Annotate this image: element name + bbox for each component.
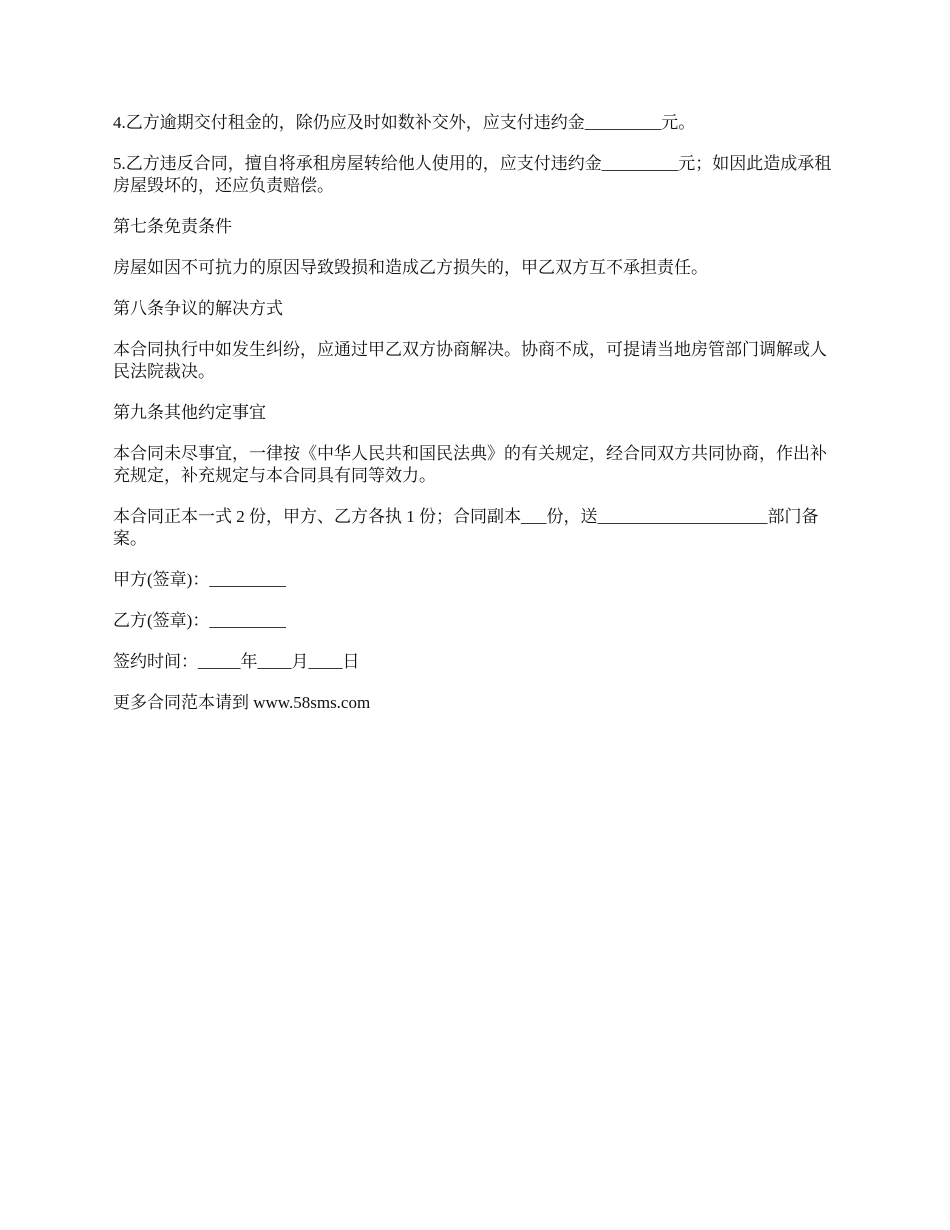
signing-date-line: 签约时间：_____年____月____日 [113,652,360,671]
footer-more-templates: 更多合同范本请到 www.58sms.com [113,693,371,712]
article-9-heading: 第九条其他约定事宜 [113,403,266,422]
article-9-text: 本合同未尽事宜，一律按《中华人民共和国民法典》的有关规定，经合同双方共同协商，作出补充规定，补充规定与本合同具有同等效力。 [113,444,827,485]
clause-sublease-penalty: 5.乙方违反合同，擅自将承租房屋转给他人使用的，应支付违约金_________元；如因此造成承租房屋毁坏的，还应负责赔偿。 [113,154,832,195]
clause-late-rent-penalty: 4.乙方逾期交付租金的，除仍应及时如数补交外，应支付违约金_________元。 [113,113,696,132]
party-a-signature-line: 甲方(签章)：_________ [113,570,286,589]
copies-clause: 本合同正本一式 2 份，甲方、乙方各执 1 份；合同副本___份，送____________________部门备案。 [113,507,819,548]
party-b-signature-line: 乙方(签章)：_________ [113,611,286,630]
article-7-heading: 第七条免责条件 [113,217,232,236]
article-8-text: 本合同执行中如发生纠纷，应通过甲乙双方协商解决。协商不成，可提请当地房管部门调解或人民法院裁决。 [113,340,827,381]
article-7-text: 房屋如因不可抗力的原因导致毁损和造成乙方损失的，甲乙双方互不承担责任。 [113,258,708,277]
document-body [113,112,835,733]
article-8-heading: 第八条争议的解决方式 [113,299,283,318]
